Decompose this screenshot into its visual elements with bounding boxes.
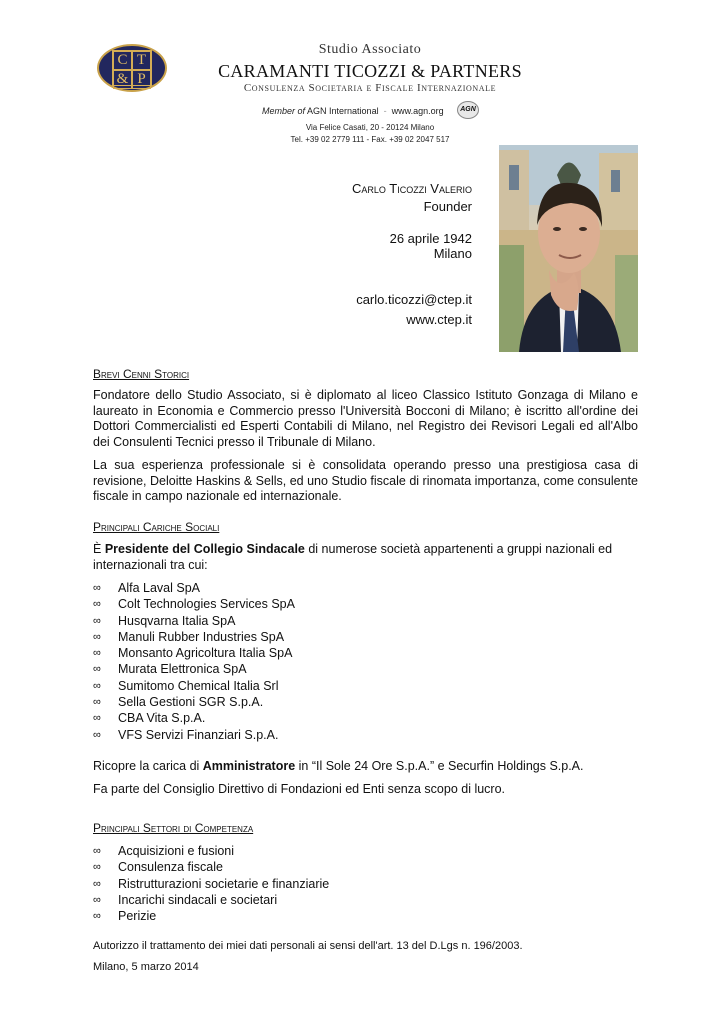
infinity-bullet-icon: ∞ — [93, 679, 101, 692]
infinity-bullet-icon: ∞ — [93, 582, 101, 594]
website-link[interactable]: www.ctep.it — [406, 312, 472, 327]
competence-name: Acquisizioni e fusioni — [118, 844, 235, 858]
companies-list — [93, 580, 295, 743]
studio-label: Studio Associato — [318, 42, 422, 57]
portrait-illustration — [499, 145, 638, 352]
email-link[interactable]: carlo.ticozzi@ctep.it — [356, 292, 472, 307]
list-item — [93, 694, 295, 710]
list-item — [93, 613, 295, 629]
membership-line — [262, 106, 444, 116]
history-paragraph-1: Fondatore dello Studio Associato, si è diplomato al liceo Classico Istituto Gonzaga di Milano e laureato in Economia e Commercio presso l'Università Bocconi di Milano; è iscritto all'ordine dei Dottori Commercialisti ed Esperti Contabili di Milano, nel Registro dei Revisori Legali ed all'Albo dei Consulenti Tecnici presso il Tribunale di Milano. — [93, 388, 638, 449]
portrait-photo — [499, 145, 638, 352]
logo-c: C — [113, 51, 132, 70]
list-item — [93, 908, 329, 924]
history-heading: Brevi Cenni Storici — [93, 367, 190, 381]
list-item — [93, 580, 295, 596]
list-item — [93, 645, 295, 661]
company-name: Colt Technologies Services SpA — [118, 597, 295, 612]
company-name: Murata Elettronica SpA — [118, 662, 247, 677]
member-prefix: Member of — [262, 106, 306, 116]
place-date: Milano, 5 marzo 2014 — [93, 961, 199, 973]
admin-pre: Ricopre la carica di — [93, 759, 203, 773]
board-membership: Fa parte del Consiglio Direttivo di Fondazioni ed Enti senza scopo di lucro. — [93, 782, 506, 796]
infinity-bullet-icon: ∞ — [93, 598, 101, 611]
birth-place: Milano — [433, 246, 472, 261]
infinity-bullet-icon: ∞ — [93, 696, 101, 709]
infinity-bullet-icon: ∞ — [93, 877, 101, 890]
competence-name: Perizie — [118, 909, 157, 924]
company-name: Manuli Rubber Industries SpA — [118, 629, 285, 644]
infinity-bullet-icon: ∞ — [93, 614, 101, 627]
list-item — [93, 859, 329, 875]
competences-list — [93, 843, 329, 924]
member-url[interactable]: www.agn.org — [391, 106, 444, 116]
admin-bold: Amministratore — [202, 759, 296, 773]
infinity-bullet-icon: ∞ — [93, 728, 101, 741]
roles-intro — [93, 542, 638, 573]
infinity-bullet-icon: ∞ — [93, 630, 101, 643]
list-item — [93, 678, 295, 694]
infinity-bullet-icon: ∞ — [93, 712, 101, 725]
company-name: CBA Vita S.p.A. — [118, 711, 206, 726]
list-item — [93, 596, 295, 612]
competence-heading: Principali Settori di Competenza — [93, 821, 254, 835]
infinity-bullet-icon: ∞ — [93, 647, 101, 660]
competence-name: Consulenza fiscale — [118, 860, 223, 875]
company-name: Sumitomo Chemical Italia Srl — [118, 678, 279, 693]
logo-t: T — [132, 51, 151, 70]
list-item — [93, 629, 295, 645]
list-item — [93, 727, 295, 743]
firm-name: CARAMANTI TICOZZI & PARTNERS — [218, 61, 522, 81]
competence-name: Ristrutturazioni societarie e finanziarie — [118, 876, 330, 891]
person-role: Founder — [423, 199, 472, 214]
admin-post: in “Il Sole 24 Ore S.p.A.” e Securfin Holdings S.p.A. — [295, 759, 584, 773]
list-item — [93, 661, 295, 677]
infinity-bullet-icon: ∞ — [93, 663, 101, 676]
agn-logo: AGN — [457, 101, 479, 119]
phone-fax: Tel. +39 02 2779 111 - Fax. +39 02 2047 517 — [290, 135, 450, 144]
history-paragraph-2: La sua esperienza professionale si è consolidata operando presso una prestigiosa casa di revisione, Deloitte Haskins & Sells, ed uno Studio fiscale di rinomata importanza, come consulente fiscale in campo nazionale ed internazionale. — [93, 458, 638, 503]
list-item — [93, 710, 295, 726]
member-network: AGN International — [307, 106, 379, 116]
address: Via Felice Casati, 20 - 20124 Milano — [305, 123, 435, 132]
company-name: VFS Servizi Finanziari S.p.A. — [118, 727, 279, 742]
company-name: Sella Gestioni SGR S.p.A. — [118, 695, 264, 710]
competence-name: Incarichi sindacali e societari — [118, 892, 278, 907]
infinity-bullet-icon: ∞ — [93, 845, 101, 857]
roles-intro-pre: È — [93, 542, 105, 556]
company-name: Alfa Laval SpA — [118, 581, 200, 595]
logo-monogram — [112, 50, 152, 86]
roles-intro-bold: Presidente del Collegio Sindacale — [104, 542, 305, 556]
member-separator: - — [383, 106, 387, 116]
list-item — [93, 843, 329, 859]
list-item — [93, 876, 329, 892]
infinity-bullet-icon: ∞ — [93, 910, 101, 923]
infinity-bullet-icon: ∞ — [93, 893, 101, 906]
logo-p: P — [132, 70, 151, 89]
roles-heading: Principali Cariche Sociali — [93, 520, 220, 534]
logo-amp: & — [113, 70, 132, 89]
infinity-bullet-icon: ∞ — [93, 861, 101, 874]
admin-role — [93, 759, 638, 775]
firm-subtitle: Consulenza Societaria e Fiscale Internazionale — [243, 82, 497, 94]
company-name: Husqvarna Italia SpA — [118, 613, 236, 628]
person-name: Carlo Ticozzi Valerio — [351, 181, 472, 196]
company-name: Monsanto Agricoltura Italia SpA — [118, 646, 293, 661]
list-item — [93, 892, 329, 908]
firm-logo — [97, 44, 167, 92]
roles-intro-post: di numerose società appartenenti a gruppi nazionali ed internazionali tra cui: — [93, 542, 613, 572]
birth-date: 26 aprile 1942 — [389, 231, 472, 246]
privacy-consent: Autorizzo il trattamento dei miei dati personali ai sensi dell'art. 13 del D.Lgs n. 196/2003. — [93, 940, 523, 952]
